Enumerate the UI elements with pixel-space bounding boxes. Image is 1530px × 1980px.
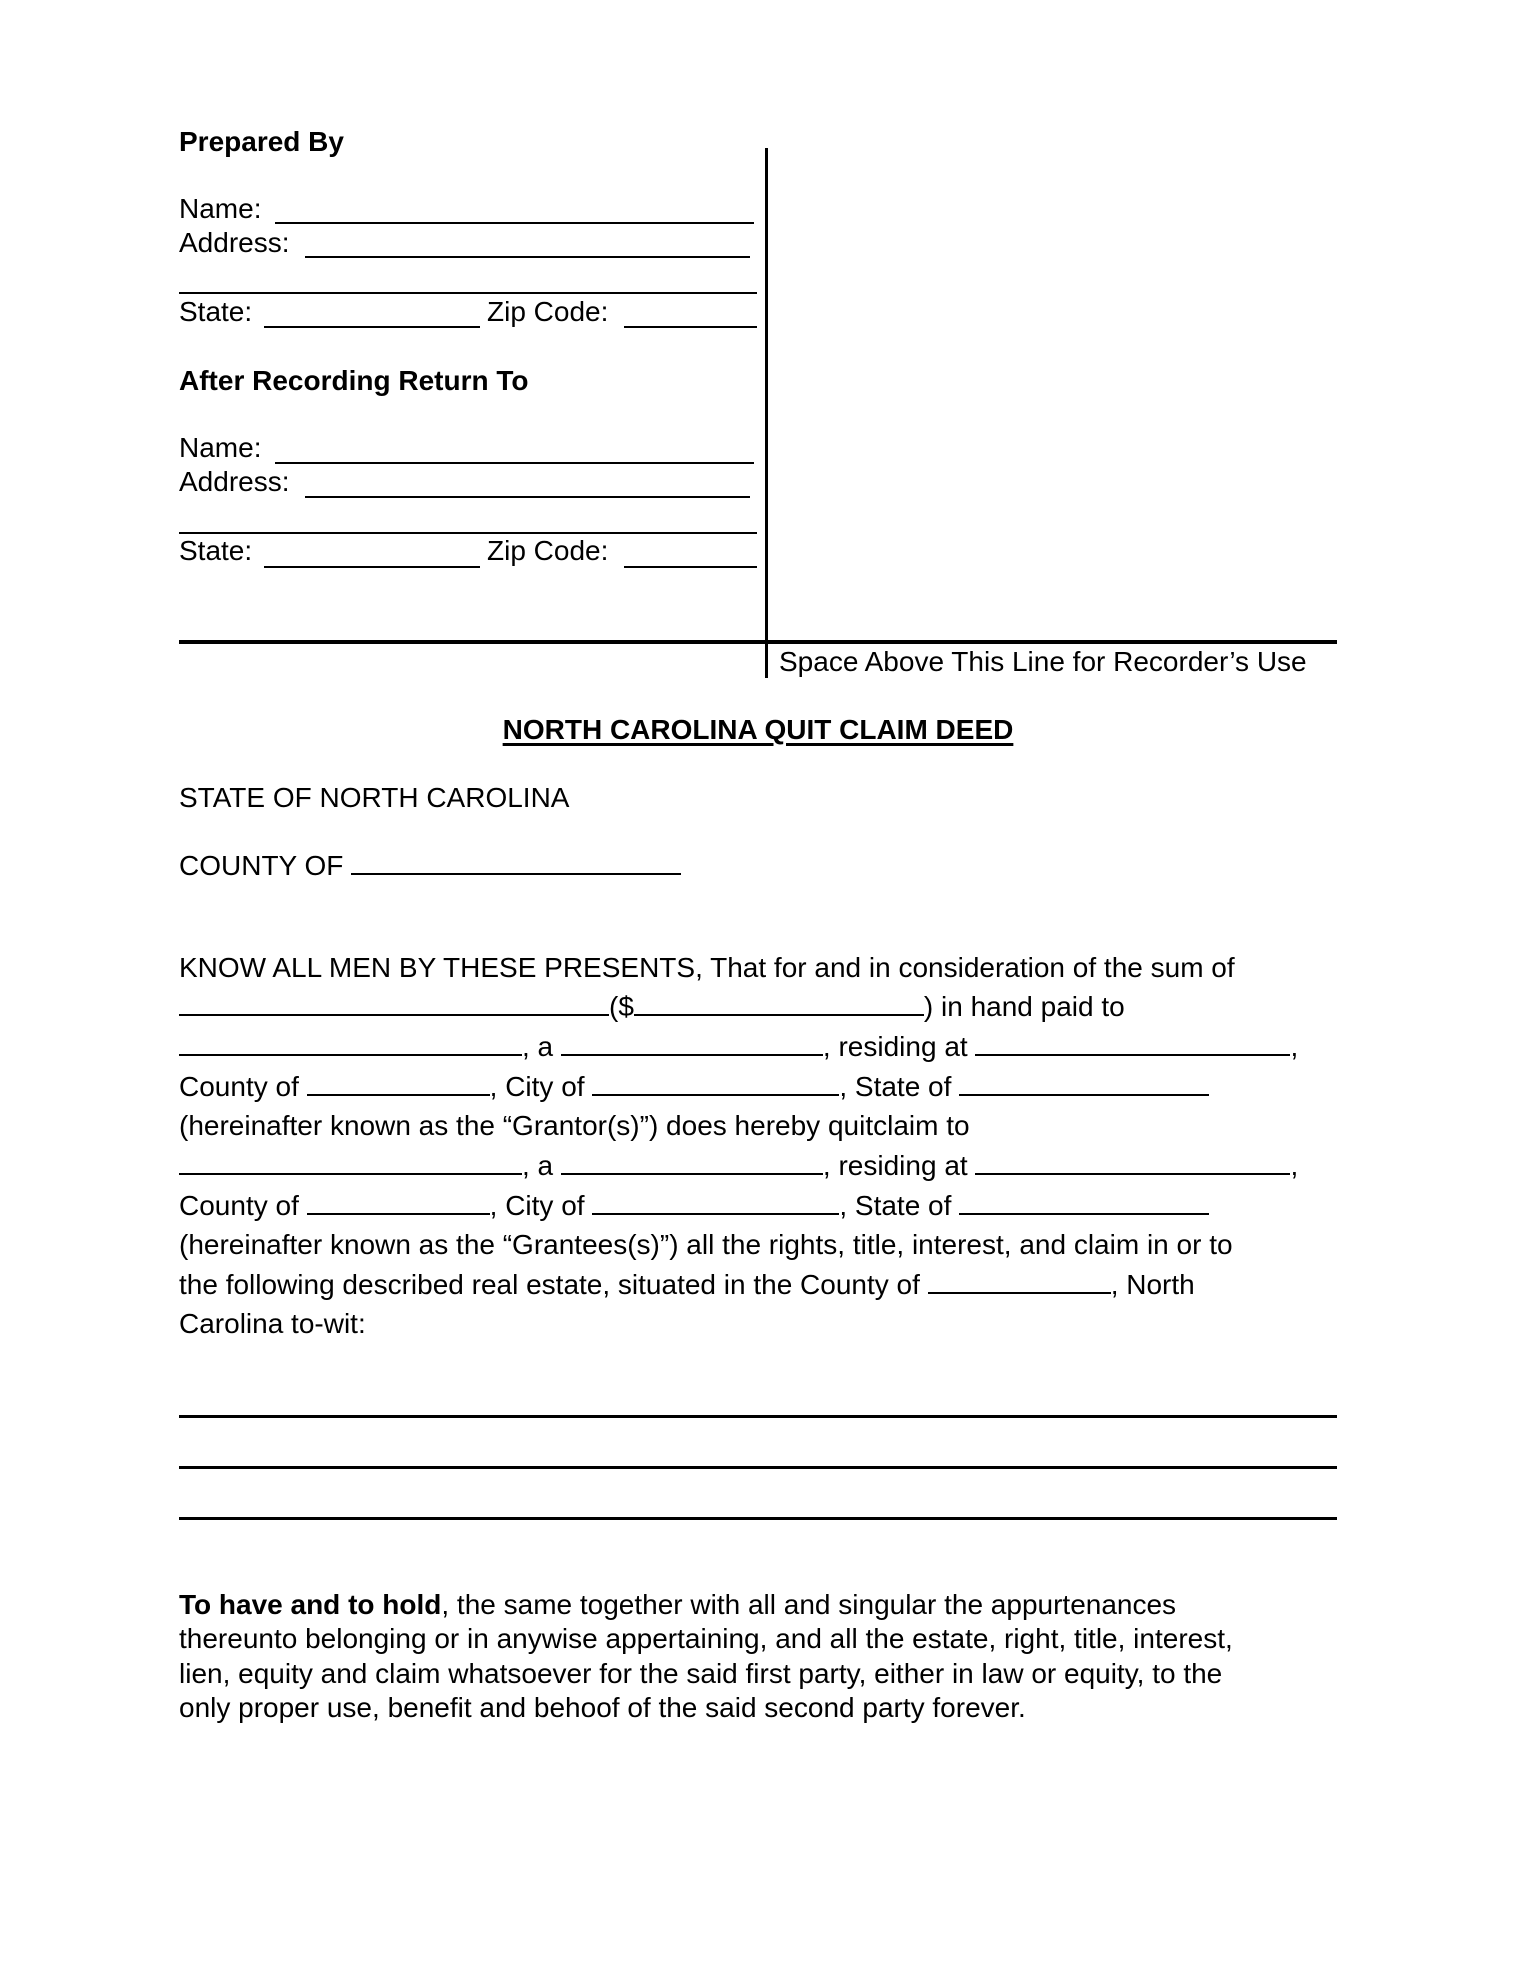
prepared-by-name-field[interactable] <box>275 222 754 224</box>
recorder-vertical-divider <box>765 148 768 678</box>
habendum-text-1: , the same together with all and singular the appurtenances <box>441 1589 1177 1620</box>
legal-description-line-3[interactable] <box>179 1517 1337 1520</box>
body-line-grantor-party <box>179 1031 1298 1063</box>
grantor-state-field[interactable] <box>959 1072 1209 1096</box>
prepared-by-name-label: Name: <box>179 193 262 224</box>
prepared-by-zip-label: Zip Code: <box>487 296 609 327</box>
real-estate-line <box>179 1269 1195 1301</box>
grantor-status-field[interactable] <box>561 1032 823 1056</box>
prepared-by-address-field[interactable] <box>305 256 750 258</box>
return-to-address-field[interactable] <box>305 496 750 498</box>
prepared-by-heading: Prepared By <box>179 126 344 157</box>
grantor-city-field[interactable] <box>592 1072 839 1096</box>
grantor-address-field[interactable] <box>975 1032 1290 1056</box>
return-to-state-field[interactable] <box>264 566 480 568</box>
habendum-line-2: thereunto belonging or in anywise appertaining, and all the estate, right, title, interest, <box>179 1623 1233 1654</box>
return-to-zip-label: Zip Code: <box>487 535 609 566</box>
grantor-definition-line: (hereinafter known as the “Grantor(s)”) does hereby quitclaim to <box>179 1110 970 1141</box>
grantor-county-field[interactable] <box>307 1072 490 1096</box>
to-wit-line: Carolina to-wit: <box>179 1308 366 1339</box>
recorder-horizontal-divider <box>179 640 1337 644</box>
city-of-text: , City of <box>489 1071 585 1102</box>
city-of-text: , City of <box>489 1190 585 1221</box>
prepared-by-address-line2-field[interactable] <box>179 292 757 294</box>
grantee-city-field[interactable] <box>592 1191 839 1215</box>
habendum-lead: To have and to hold <box>179 1589 442 1620</box>
county-of-text: County of <box>179 1071 299 1102</box>
return-to-heading: After Recording Return To <box>179 365 529 396</box>
body-line-grantee-location <box>179 1190 1209 1222</box>
return-to-name-label: Name: <box>179 432 262 463</box>
grantor-name-field[interactable] <box>179 1032 522 1056</box>
body-line-1: KNOW ALL MEN BY THESE PRESENTS, That for and in consideration of the sum of <box>179 952 1235 983</box>
prepared-by-zip-field[interactable] <box>624 326 757 328</box>
grantee-status-field[interactable] <box>561 1151 823 1175</box>
prepared-by-state-field[interactable] <box>264 326 480 328</box>
comma-text: , <box>1290 1031 1299 1062</box>
consideration-words-field[interactable] <box>179 992 609 1016</box>
prepared-by-address-label: Address: <box>179 227 290 258</box>
paren-dollar-text: ($ <box>609 991 634 1022</box>
legal-description-line-2[interactable] <box>179 1466 1337 1469</box>
state-of-text: , State of <box>839 1190 952 1221</box>
real-estate-text: the following described real estate, situated in the County of <box>179 1269 920 1300</box>
return-to-name-field[interactable] <box>275 462 754 464</box>
return-to-state-label: State: <box>179 535 253 566</box>
habendum-line-4: only proper use, benefit and behoof of the said second party forever. <box>179 1692 1026 1723</box>
property-county-field[interactable] <box>928 1270 1111 1294</box>
state-of-text: , State of <box>839 1071 952 1102</box>
legal-description-line-1[interactable] <box>179 1415 1337 1418</box>
grantee-state-field[interactable] <box>959 1191 1209 1215</box>
county-line <box>179 850 681 882</box>
grantee-name-field[interactable] <box>179 1151 522 1175</box>
recorder-caption: Space Above This Line for Recorder’s Use <box>779 646 1307 677</box>
habendum-line-1 <box>179 1589 1176 1621</box>
county-field[interactable] <box>351 851 681 875</box>
grantee-definition-line: (hereinafter known as the “Grantees(s)”) all the rights, title, interest, and claim in or to <box>179 1229 1233 1260</box>
north-text: , North <box>1110 1269 1195 1300</box>
county-label: COUNTY OF <box>179 850 344 881</box>
return-to-address-line2-field[interactable] <box>179 532 757 534</box>
body-line-2 <box>179 991 1125 1023</box>
comma-a-text: , a <box>522 1150 554 1181</box>
county-of-text: County of <box>179 1190 299 1221</box>
habendum-line-3: lien, equity and claim whatsoever for the said first party, either in law or equity, to the <box>179 1658 1223 1689</box>
grantee-county-field[interactable] <box>307 1191 490 1215</box>
body-line-grantee-party <box>179 1150 1298 1182</box>
document-title-text: NORTH CAROLINA QUIT CLAIM DEED <box>502 714 1014 745</box>
in-hand-paid-text: ) in hand paid to <box>923 991 1125 1022</box>
consideration-amount-field[interactable] <box>634 992 924 1016</box>
grantee-address-field[interactable] <box>975 1151 1290 1175</box>
residing-at-text: , residing at <box>822 1150 968 1181</box>
return-to-address-label: Address: <box>179 466 290 497</box>
comma-text: , <box>1290 1150 1299 1181</box>
body-line-grantor-location <box>179 1071 1209 1103</box>
document-title <box>0 714 1516 746</box>
prepared-by-state-label: State: <box>179 296 253 327</box>
return-to-zip-field[interactable] <box>624 566 757 568</box>
comma-a-text: , a <box>522 1031 554 1062</box>
state-line: STATE OF NORTH CAROLINA <box>179 782 570 813</box>
residing-at-text: , residing at <box>822 1031 968 1062</box>
